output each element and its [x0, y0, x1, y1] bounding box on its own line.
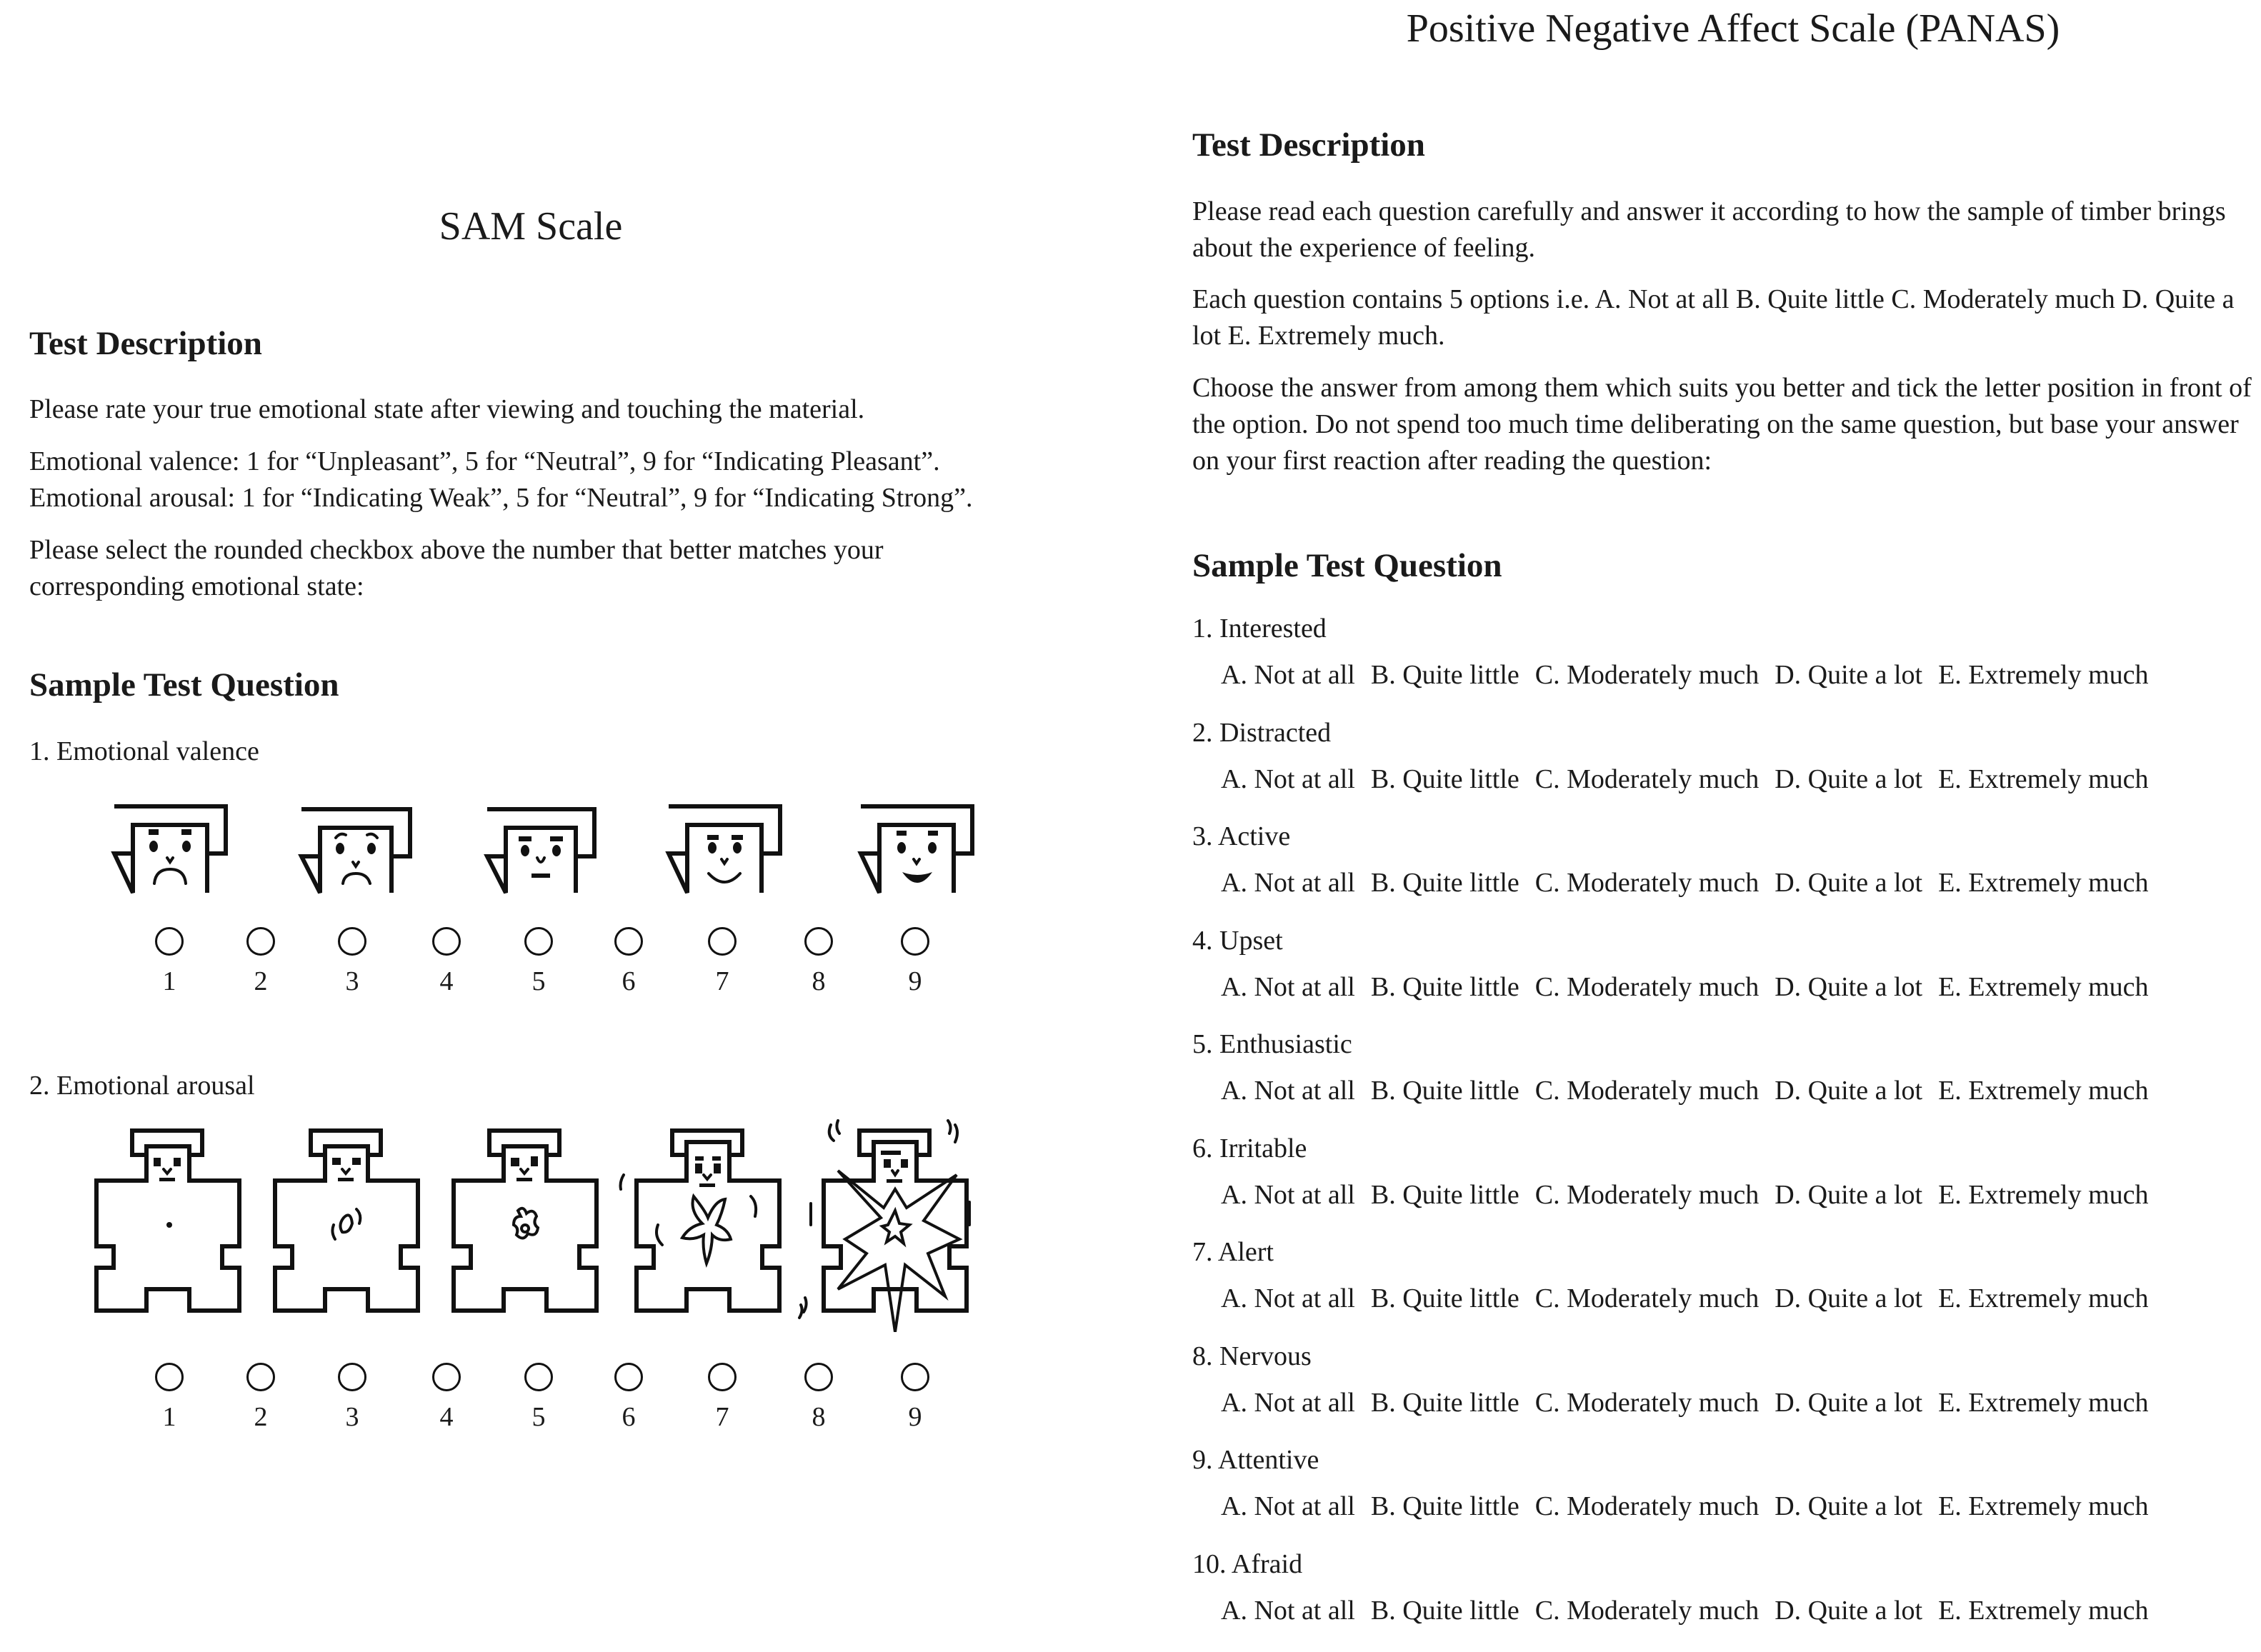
sam-description-arousal: Emotional arousal: 1 for “Indicating Weak”, 5 for “Neutral”, 9 for “Indicating Strong”. — [29, 480, 973, 516]
sam-title: SAM Scale — [439, 204, 623, 249]
answer-option-e[interactable]: E. Extremely much — [1938, 764, 2148, 794]
radio-button[interactable] — [524, 1363, 553, 1391]
answer-option-d[interactable]: D. Quite a lot — [1775, 660, 1922, 690]
panas-question-label: 3. Active — [1192, 821, 2257, 867]
panas-sample-heading: Sample Test Question — [1192, 546, 1502, 585]
answer-option-a[interactable]: A. Not at all — [1221, 1491, 1355, 1521]
scale-number: 8 — [797, 966, 840, 997]
panas-question-label: 2. Distracted — [1192, 717, 2257, 764]
radio-button[interactable] — [432, 927, 461, 956]
scale-number: 5 — [517, 1401, 560, 1433]
panas-question — [1192, 1236, 2257, 1341]
radio-button[interactable] — [246, 1363, 275, 1391]
answer-option-c[interactable]: C. Moderately much — [1535, 1076, 1759, 1106]
panas-question — [1192, 1028, 2257, 1133]
answer-option-c[interactable]: C. Moderately much — [1535, 764, 1759, 794]
radio-button[interactable] — [708, 1363, 737, 1391]
panas-description-instruction: Choose the answer from among them which suits you better and tick the letter position in front of the option. Do not spend too much time deliberating on the same question, but base your answer on your first reaction after reading the question: — [1192, 370, 2257, 479]
panas-question-list — [1192, 613, 2257, 1652]
valence-scale[interactable] — [0, 927, 1000, 1006]
panas-question — [1192, 1548, 2257, 1652]
panas-question — [1192, 1341, 2257, 1445]
unpleasant-face-icon — [301, 809, 410, 893]
panas-question — [1192, 1444, 2257, 1548]
panas-question — [1192, 925, 2257, 1029]
answer-option-c[interactable]: C. Moderately much — [1535, 1283, 1759, 1313]
answer-option-b[interactable]: B. Quite little — [1371, 1180, 1519, 1210]
arousal-option-2[interactable] — [239, 1363, 282, 1433]
answer-option-c[interactable]: C. Moderately much — [1535, 1491, 1759, 1521]
panas-question-label: 7. Alert — [1192, 1236, 2257, 1283]
radio-button[interactable] — [155, 927, 184, 956]
answer-option-b[interactable]: B. Quite little — [1371, 660, 1519, 690]
answer-option-e[interactable]: E. Extremely much — [1938, 660, 2148, 690]
scale-number: 2 — [239, 966, 282, 997]
answer-option-c[interactable]: C. Moderately much — [1535, 868, 1759, 898]
high-arousal-body-icon — [621, 1131, 807, 1312]
answer-option-b[interactable]: B. Quite little — [1371, 868, 1519, 898]
panas-question — [1192, 717, 2257, 821]
panas-answer-options — [1192, 1075, 2257, 1106]
panas-description-line-1: Please read each question carefully and answer it according to how the sample of timber brings about the experience of feeling. — [1192, 194, 2250, 266]
scale-number: 7 — [701, 1401, 744, 1433]
calm-body-icon — [96, 1131, 239, 1311]
answer-option-e[interactable]: E. Extremely much — [1938, 1596, 2148, 1626]
scale-number: 6 — [607, 1401, 650, 1433]
answer-option-d[interactable]: D. Quite a lot — [1775, 1596, 1922, 1626]
panas-answer-options — [1192, 1491, 2257, 1522]
valence-option-6[interactable] — [607, 927, 650, 997]
answer-option-b[interactable]: B. Quite little — [1371, 1283, 1519, 1313]
answer-option-c[interactable]: C. Moderately much — [1535, 972, 1759, 1002]
answer-option-a[interactable]: A. Not at all — [1221, 1283, 1355, 1313]
answer-option-d[interactable]: D. Quite a lot — [1775, 972, 1922, 1002]
radio-button[interactable] — [614, 927, 643, 956]
answer-option-e[interactable]: E. Extremely much — [1938, 1283, 2148, 1313]
panas-answer-options — [1192, 867, 2257, 898]
valence-option-3[interactable] — [331, 927, 374, 997]
panas-question — [1192, 821, 2257, 925]
panas-question — [1192, 1133, 2257, 1237]
arousal-figures — [89, 1118, 1011, 1332]
answer-option-b[interactable]: B. Quite little — [1371, 1596, 1519, 1626]
radio-button[interactable] — [338, 1363, 366, 1391]
panas-question-label: 4. Upset — [1192, 925, 2257, 971]
answer-option-a[interactable]: A. Not at all — [1221, 660, 1355, 690]
answer-option-e[interactable]: E. Extremely much — [1938, 1491, 2148, 1521]
arousal-scale[interactable] — [0, 1363, 1000, 1441]
sam-description-instruction: Please select the rounded checkbox above the number that better matches your corresponding emotional state: — [29, 532, 1015, 605]
arousal-option-1[interactable] — [148, 1363, 191, 1433]
valence-option-2[interactable] — [239, 927, 282, 997]
panas-answer-options — [1192, 1387, 2257, 1418]
radio-button[interactable] — [804, 1363, 833, 1391]
panas-question-label: 8. Nervous — [1192, 1341, 2257, 1387]
answer-option-a[interactable]: A. Not at all — [1221, 1180, 1355, 1210]
radio-button[interactable] — [155, 1363, 184, 1391]
radio-button[interactable] — [246, 927, 275, 956]
valence-option-7[interactable] — [701, 927, 744, 997]
panas-question-label: 1. Interested — [1192, 613, 2257, 659]
sam-question-valence-label: 1. Emotional valence — [29, 736, 259, 767]
answer-option-a[interactable]: A. Not at all — [1221, 972, 1355, 1002]
radio-button[interactable] — [524, 927, 553, 956]
panas-description-options: Each question contains 5 options i.e. A. Not at all B. Quite little C. Moderately much D. Quite a lot E. Extremely much. — [1192, 281, 2250, 354]
valence-option-9[interactable] — [894, 927, 937, 997]
arousal-option-3[interactable] — [331, 1363, 374, 1433]
answer-option-e[interactable]: E. Extremely much — [1938, 1076, 2148, 1106]
answer-option-d[interactable]: D. Quite a lot — [1775, 1076, 1922, 1106]
answer-option-a[interactable]: A. Not at all — [1221, 1596, 1355, 1626]
scale-number: 3 — [331, 966, 374, 997]
valence-option-5[interactable] — [517, 927, 560, 997]
low-arousal-body-icon — [275, 1131, 418, 1311]
very-high-arousal-body-icon — [799, 1121, 969, 1332]
radio-button[interactable] — [338, 927, 366, 956]
panas-description-heading: Test Description — [1192, 126, 1425, 164]
very-unpleasant-face-icon — [114, 806, 226, 893]
panas-answer-options — [1192, 1283, 2257, 1314]
answer-option-b[interactable]: B. Quite little — [1371, 1388, 1519, 1418]
radio-button[interactable] — [901, 1363, 929, 1391]
answer-option-e[interactable]: E. Extremely much — [1938, 1388, 2148, 1418]
answer-option-e[interactable]: E. Extremely much — [1938, 868, 2148, 898]
scale-number: 7 — [701, 966, 744, 997]
answer-option-a[interactable]: A. Not at all — [1221, 868, 1355, 898]
arousal-option-8[interactable] — [797, 1363, 840, 1433]
arousal-option-9[interactable] — [894, 1363, 937, 1433]
answer-option-d[interactable]: D. Quite a lot — [1775, 1283, 1922, 1313]
panas-question-label: 10. Afraid — [1192, 1548, 2257, 1595]
panas-answer-options — [1192, 1595, 2257, 1626]
panas-question-label: 6. Irritable — [1192, 1133, 2257, 1179]
neutral-face-icon — [487, 809, 594, 893]
answer-option-c[interactable]: C. Moderately much — [1535, 1596, 1759, 1626]
answer-option-b[interactable]: B. Quite little — [1371, 1076, 1519, 1106]
radio-button[interactable] — [614, 1363, 643, 1391]
answer-option-e[interactable]: E. Extremely much — [1938, 1180, 2148, 1210]
answer-option-c[interactable]: C. Moderately much — [1535, 660, 1759, 690]
scale-number: 3 — [331, 1401, 374, 1433]
answer-option-c[interactable]: C. Moderately much — [1535, 1180, 1759, 1210]
radio-button[interactable] — [708, 927, 737, 956]
scale-number: 5 — [517, 966, 560, 997]
radio-button[interactable] — [901, 927, 929, 956]
valence-option-4[interactable] — [425, 927, 468, 997]
radio-button[interactable] — [804, 927, 833, 956]
panas-answer-options — [1192, 1179, 2257, 1211]
sam-description-line-1: Please rate your true emotional state after viewing and touching the material. — [29, 391, 864, 428]
answer-option-a[interactable]: A. Not at all — [1221, 764, 1355, 794]
arousal-option-6[interactable] — [607, 1363, 650, 1433]
answer-option-d[interactable]: D. Quite a lot — [1775, 868, 1922, 898]
scale-number: 4 — [425, 966, 468, 997]
answer-option-b[interactable]: B. Quite little — [1371, 1491, 1519, 1521]
panas-title: Positive Negative Affect Scale (PANAS) — [1407, 6, 2060, 51]
arousal-option-7[interactable] — [701, 1363, 744, 1433]
answer-option-d[interactable]: D. Quite a lot — [1775, 1180, 1922, 1210]
panas-question-label: 9. Attentive — [1192, 1444, 2257, 1491]
answer-option-b[interactable]: B. Quite little — [1371, 972, 1519, 1002]
scale-number: 1 — [148, 966, 191, 997]
answer-option-d[interactable]: D. Quite a lot — [1775, 1388, 1922, 1418]
answer-option-c[interactable]: C. Moderately much — [1535, 1388, 1759, 1418]
answer-option-a[interactable]: A. Not at all — [1221, 1076, 1355, 1106]
sam-description-valence: Emotional valence: 1 for “Unpleasant”, 5 for “Neutral”, 9 for “Indicating Pleasant”. — [29, 444, 940, 480]
answer-option-e[interactable]: E. Extremely much — [1938, 972, 2148, 1002]
medium-arousal-body-icon — [454, 1131, 597, 1311]
scale-number: 9 — [894, 966, 937, 997]
scale-number: 9 — [894, 1401, 937, 1433]
very-pleasant-face-icon — [861, 806, 972, 893]
arousal-option-4[interactable] — [425, 1363, 468, 1433]
panas-answer-options — [1192, 971, 2257, 1003]
scale-number: 4 — [425, 1401, 468, 1433]
answer-option-d[interactable]: D. Quite a lot — [1775, 1491, 1922, 1521]
scale-number: 2 — [239, 1401, 282, 1433]
answer-option-d[interactable]: D. Quite a lot — [1775, 764, 1922, 794]
panas-question-label: 5. Enthusiastic — [1192, 1028, 2257, 1075]
pleasant-face-icon — [669, 806, 780, 893]
radio-button[interactable] — [432, 1363, 461, 1391]
arousal-option-5[interactable] — [517, 1363, 560, 1433]
valence-option-1[interactable] — [148, 927, 191, 997]
sam-description-heading: Test Description — [29, 324, 262, 363]
panas-answer-options — [1192, 659, 2257, 691]
answer-option-a[interactable]: A. Not at all — [1221, 1388, 1355, 1418]
scale-number: 1 — [148, 1401, 191, 1433]
valence-option-8[interactable] — [797, 927, 840, 997]
scale-number: 8 — [797, 1401, 840, 1433]
scale-number: 6 — [607, 966, 650, 997]
sam-sample-heading: Sample Test Question — [29, 666, 339, 704]
valence-figures — [107, 804, 986, 900]
panas-answer-options — [1192, 764, 2257, 795]
sam-question-arousal-label: 2. Emotional arousal — [29, 1070, 255, 1101]
answer-option-b[interactable]: B. Quite little — [1371, 764, 1519, 794]
panas-question — [1192, 613, 2257, 717]
